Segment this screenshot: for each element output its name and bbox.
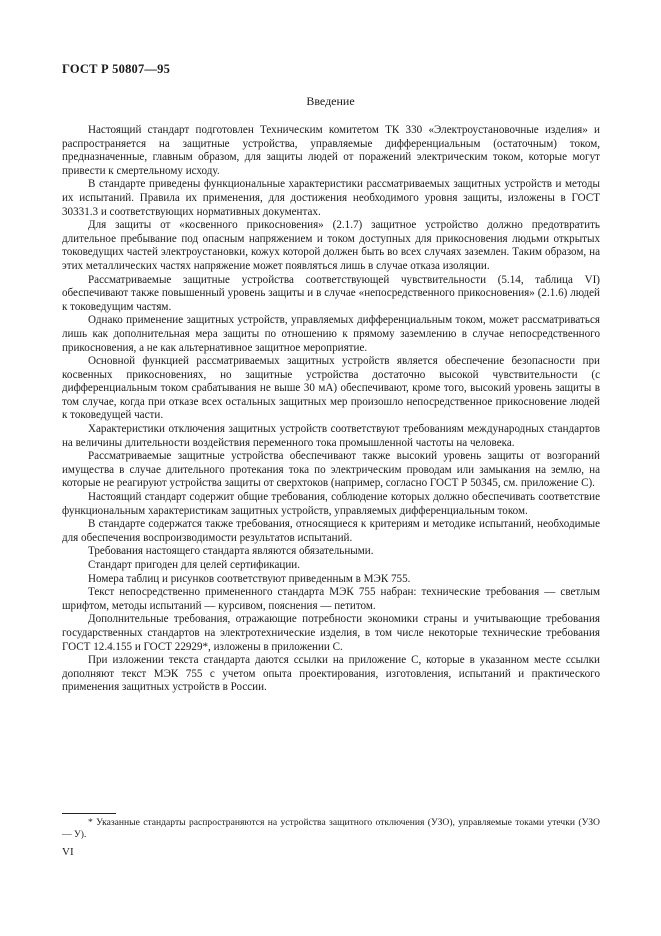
- paragraph: Дополнительные требования, отражающие потребности экономики страны и учитывающие требования государственных стандартов на электротехнические изделия, в том числе некоторые технические требования ГОСТ 12.4.155 и ГОСТ 22929*, изложены в приложении С.: [62, 613, 600, 653]
- footnote-divider: [62, 813, 116, 814]
- paragraph: Рассматриваемые защитные устройства соответствующей чувствительности (5.14, таблица VI) обеспечивают также повышенный уровень защиты и в случае «непосредственного прикосновения» (2.1.6) людей к токоведущим частям.: [62, 273, 600, 313]
- introduction-body: [62, 124, 600, 695]
- paragraph: В стандарте содержатся также требования, относящиеся к критериям и методике испытаний, необходимые для обеспечения воспроизводимости результатов испытаний.: [62, 518, 600, 544]
- paragraph: Номера таблиц и рисунков соответствуют приведенным в МЭК 755.: [88, 572, 411, 585]
- document-code-header: ГОСТ Р 50807—95: [62, 62, 171, 76]
- page-number: VI: [62, 846, 74, 858]
- paragraph: Настоящий стандарт содержит общие требования, соблюдение которых должно обеспечивать соответствие функциональным характеристикам защитных устройств, управляемых дифференциальным током.: [62, 491, 600, 517]
- paragraph: Рассматриваемые защитные устройства обеспечивают также высокий уровень защиты от возгораний имущества в случае длительного протекания тока по электрическим проводам или замыкания на землю, на которые не реагируют устройства защиты от сверхтоков (например, согласно ГОСТ Р 50345, см. приложение С).: [62, 450, 600, 490]
- section-title: Введение: [306, 94, 355, 108]
- paragraph: Основной функцией рассматриваемых защитных устройств является обеспечение безопасности при косвенных прикосновениях, но защитные устройства достаточно высокой чувствительности (с дифференциальным током срабатывания не выше 30 мА) обеспечивают, кроме того, высокий уровень защиты в том случае, когда при отказе всех остальных защитных мер произошло непосредственное прикосновение людей к токоведущей части.: [62, 355, 600, 422]
- paragraph: Требования настоящего стандарта являются обязательными.: [88, 545, 374, 558]
- paragraph: Характеристики отключения защитных устройств соответствуют требованиям международных стандартов на величины длительности воздействия переменного тока промышленной частоты на человека.: [62, 423, 600, 449]
- footnote: [62, 817, 600, 841]
- paragraph: В стандарте приведены функциональные характеристики рассматриваемых защитных устройств и методы их испытаний. Правила их применения, для достижения необходимого уровня защиты, изложены в ГОСТ 30331.3 и соответствующих нормативных документах.: [62, 178, 600, 218]
- paragraph: Настоящий стандарт подготовлен Техническим комитетом ТК 330 «Электроустановочные изделия» и распространяется на защитные устройства, управляемые дифференциальным (остаточным) током, предназначенные, главным образом, для защиты людей от поражений электрическим током, которые могут привести к смертельному исходу.: [62, 124, 600, 177]
- footnote-text: * Указанные стандарты распространяются на устройства защитного отключения (УЗО), управляемые токами утечки (УЗО — У).: [62, 817, 600, 840]
- paragraph: Однако применение защитных устройств, управляемых дифференциальным током, может рассматриваться лишь как дополнительная мера защиты по отношению к прямому заземлению в случае непосредственного прикосновения, а не как альтернативное защитное мероприятие.: [62, 314, 600, 354]
- paragraph: Текст непосредственно примененного стандарта МЭК 755 набран: технические требования — светлым шрифтом, методы испытаний — курсивом, пояснения — петитом.: [62, 586, 600, 612]
- paragraph: Для защиты от «косвенного прикосновения» (2.1.7) защитное устройство должно предотвратить длительное пребывание под опасным напряжением и током доступных для прикосновения людьми открытых токоведущих частей электроустановки, кожух которой должен быть во всех случаях заземлен. Таким образом, на этих металлических частях напряжение может появляться лишь в случае отказа изоляции.: [62, 219, 600, 272]
- paragraph: При изложении текста стандарта даются ссылки на приложение С, которые в указанном месте ссылки дополняют текст МЭК 755 с учетом опыта проектирования, изготовления, испытаний и практического применения защитных устройств в России.: [62, 654, 600, 694]
- paragraph: Стандарт пригоден для целей сертификации.: [88, 559, 300, 571]
